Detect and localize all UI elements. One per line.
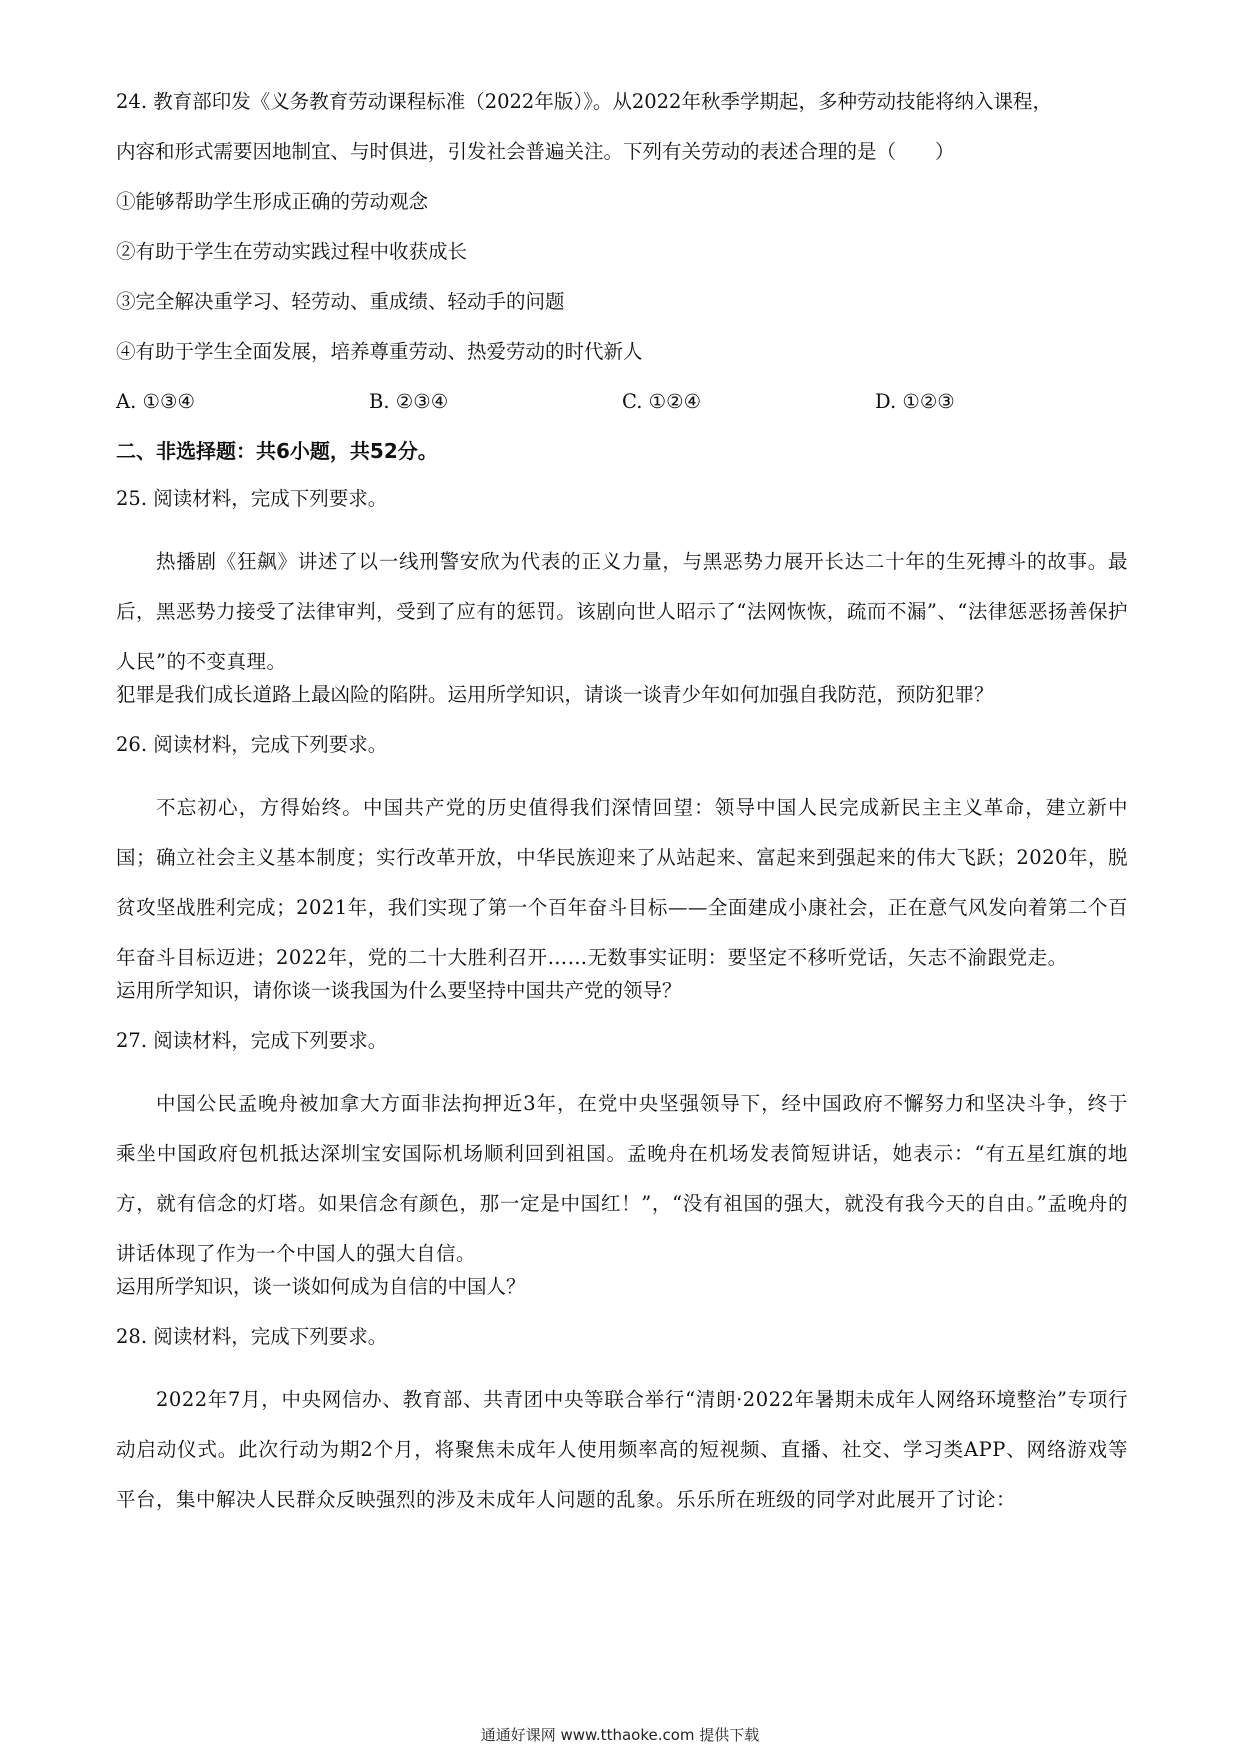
question-25-head: 25. 阅读材料，完成下列要求。 <box>116 487 388 510</box>
question-27-material: 中国公民孟晚舟被加拿大方面非法拘押近3年，在党中央坚强领导下，经中国政府不懈努力和坚决斗争，终于乘坐中国政府包机抵达深圳宝安国际机场顺利回到祖国。孟晚舟在机场发表简短讲话，她表示：“有五星红旗的地方，就有信念的灯塔。如果信念有颜色，那一定是中国红！”，“没有祖国的强大，就没有我今天的自由。”孟晚舟的讲话体现了作为一个中国人的强大自信。 <box>116 1092 1128 1265</box>
question-26 <box>116 733 1128 1003</box>
question-24-stem-line: 24. 教育部印发《义务教育劳动课程标准（2022年版）》。从2022年秋季学期起，多种劳动技能将纳入课程， <box>116 90 1052 113</box>
question-27-ask: 运用所学知识，谈一谈如何成为自信的中国人？ <box>116 1275 526 1298</box>
question-26-ask: 运用所学知识，请你谈一谈我国为什么要坚持中国共产党的领导？ <box>116 979 682 1002</box>
question-28 <box>116 1325 1128 1525</box>
choice-a: A. ①③④ <box>116 390 195 413</box>
answer-choices <box>116 390 1128 414</box>
statement-1: ①能够帮助学生形成正确的劳动观念 <box>116 190 429 213</box>
choice-c: C. ①②④ <box>622 390 702 413</box>
question-28-material: 2022年7月，中央网信办、教育部、共青团中央等联合举行“清朗·2022年暑期未成年人网络环境整治”专项行动启动仪式。此次行动为期2个月，将聚焦未成年人使用频率高的短视频、直播、社交、学习类APP、网络游戏等平台，集中解决人民群众反映强烈的涉及未成年人问题的乱象。乐乐所在班级的同学对此展开了讨论： <box>116 1388 1128 1511</box>
question-26-material: 不忘初心，方得始终。中国共产党的历史值得我们深情回望：领导中国人民完成新民主主义革命，建立新中国；确立社会主义基本制度；实行改革开放，中华民族迎来了从站起来、富起来到强起来的伟大飞跃；2020年，脱贫攻坚战胜利完成；2021年，我们实现了第一个百年奋斗目标——全面建成小康社会，正在意气风发向着第二个百年奋斗目标迈进；2022年，党的二十大胜利召开……无数事实证明：要坚定不移听党话，矢志不渝跟党走。 <box>116 796 1128 969</box>
statement-3: ③完全解决重学习、轻劳动、重成绩、轻动手的问题 <box>116 290 565 313</box>
question-24-stem-line: 内容和形式需要因地制宜、与时俱进，引发社会普遍关注。下列有关劳动的表述合理的是（ ） <box>116 140 955 163</box>
statement-4: ④有助于学生全面发展，培养尊重劳动、热爱劳动的时代新人 <box>116 340 643 363</box>
question-25-material: 热播剧《狂飙》讲述了以一线刑警安欣为代表的正义力量，与黑恶势力展开长达二十年的生死搏斗的故事。最后，黑恶势力接受了法律审判，受到了应有的惩罚。该剧向世人昭示了“法网恢恢，疏而不漏”、“法律惩恶扬善保护人民”的不变真理。 <box>116 550 1128 673</box>
section-title: 二、非选择题：共6小题，共52分。 <box>116 439 438 463</box>
choice-d: D. ①②③ <box>875 390 955 413</box>
question-24 <box>116 90 1128 414</box>
page-content <box>116 90 1128 1521</box>
question-27-head: 27. 阅读材料，完成下列要求。 <box>116 1029 388 1052</box>
choice-b: B. ②③④ <box>369 390 449 413</box>
question-27 <box>116 1029 1128 1299</box>
question-24-stem <box>116 90 1128 164</box>
question-25-ask: 犯罪是我们成长道路上最凶险的陷阱。运用所学知识，请谈一谈青少年如何加强自我防范，预防犯罪？ <box>116 683 994 706</box>
question-26-head: 26. 阅读材料，完成下列要求。 <box>116 733 388 756</box>
statement-2: ②有助于学生在劳动实践过程中收获成长 <box>116 240 468 263</box>
page-footer: 通通好课网 www.tthaoke.com 提供下载 <box>480 1726 760 1744</box>
question-28-head: 28. 阅读材料，完成下列要求。 <box>116 1325 388 1348</box>
question-25 <box>116 487 1128 707</box>
